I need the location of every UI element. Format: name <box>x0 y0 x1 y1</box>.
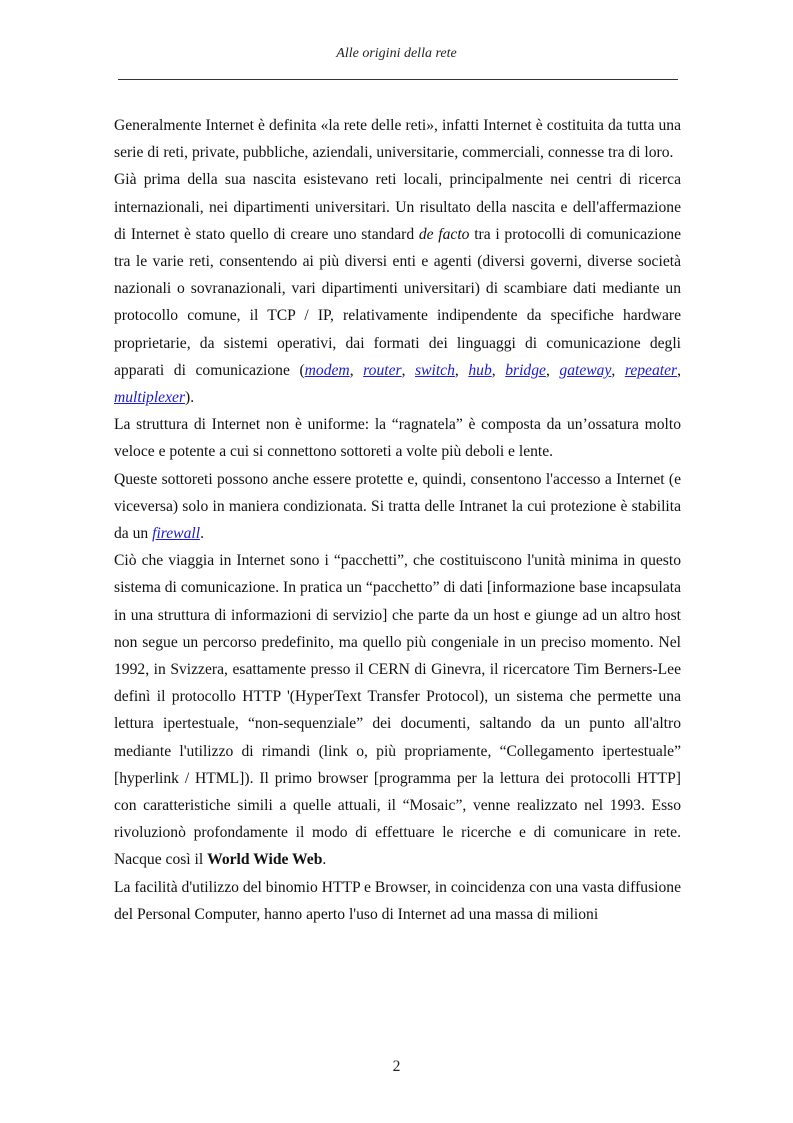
separator: , <box>454 361 469 379</box>
page-body <box>114 112 681 928</box>
separator: , <box>491 361 506 379</box>
paragraph-1: Generalmente Internet è definita «la rete delle reti», infatti Internet è costituita da tutta una serie di reti, private, pubbliche, aziendali, universitarie, commerciali, connesse tra di loro. <box>114 117 681 162</box>
separator: , <box>611 361 625 379</box>
paragraph-4-end: . <box>200 525 204 543</box>
paragraph-5-end: . <box>322 851 327 869</box>
paragraph-5 <box>114 547 681 873</box>
link-bridge[interactable]: bridge <box>505 361 546 379</box>
separator: , <box>349 361 364 379</box>
world-wide-web-bold: World Wide Web <box>207 851 323 869</box>
paragraph-2-end: ). <box>185 389 195 407</box>
running-header: Alle origini della rete <box>336 46 457 61</box>
paragraph-4-text: Queste sottoreti possono anche essere protette e, quindi, consentono l'accesso a Internet (e viceversa) solo in maniera condizionata. Si tratta delle Intranet la cui protezione è stabilita da un <box>114 470 681 543</box>
paragraph-3: La struttura di Internet non è uniforme: la “ragnatela” è composta da un’ossatura molto veloce e potente a cui si connettono sottoreti a volte più deboli e lente. <box>114 416 681 461</box>
paragraph-2-text-b: tra i protocolli di comunicazione tra le varie reti, consentendo ai più diversi enti e agenti (diversi governi, diverse società nazionali o sovranazionali, vari dipartimenti universitari) di scambiare dati mediante un protocollo comune, il TCP / IP, relativamente indipendente da specifiche hardware proprietarie, da sistemi operativi, dai formati dei linguaggi di comunicazione degli apparati di comunicazione ( <box>114 225 682 379</box>
de-facto-italic: de facto <box>418 225 470 243</box>
separator: , <box>677 361 681 379</box>
paragraph-2-text-a: Già prima della sua nascita esistevano reti locali, principalmente nei centri di ricerca internazionali, nei dipartimenti universitari. Un risultato della nascita e dell'affermazione di Internet è stato quello di creare uno standard <box>114 171 681 243</box>
separator: , <box>401 361 416 379</box>
link-firewall[interactable]: firewall <box>152 525 201 543</box>
link-multiplexer[interactable]: multiplexer <box>114 389 186 407</box>
page-number: 2 <box>392 1058 401 1075</box>
link-switch[interactable]: switch <box>415 361 455 379</box>
paragraph-6: La facilità d'utilizzo del binomio HTTP e Browser, in coincidenza con una vasta diffusione del Personal Computer, hanno aperto l'uso di Internet ad una massa di milioni <box>114 878 681 923</box>
link-router[interactable]: router <box>363 361 402 379</box>
link-modem[interactable]: modem <box>304 361 350 379</box>
header-rule <box>118 79 678 80</box>
link-repeater[interactable]: repeater <box>624 361 678 379</box>
paragraph-4 <box>114 466 681 548</box>
paragraph-2 <box>114 166 681 411</box>
paragraph-5-text: Ciò che viaggia in Internet sono i “pacchetti”, che costituiscono l'unità minima in questo sistema di comunicazione. In pratica un “pacchetto” di dati [informazione base incapsulata in una struttura di informazioni di servizio] che parte da un host e giunge ad un altro host non segue un percorso predefinito, ma quello più congeniale in un preciso momento. Nel 1992, in Svizzera, esattamente presso il CERN di Ginevra, il ricercatore Tim Berners-Lee definì il protocollo HTTP '(HyperText Transfer Protocol), un sistema che permette una lettura ipertestuale, “non-sequenziale” dei documenti, saltando da un punto all'altro mediante l'utilizzo di rimandi (link o, più propriamente, “Collegamento ipertestuale” [hyperlink / HTML]). Il primo browser [programma per la lettura dei protocolli HTTP] con caratteristiche simili a quelle attuali, il “Mosaic”, venne realizzato nel 1993. Esso rivoluzionò profondamente il modo di effettuare le ricerche e di comunicare in rete. Nacque così il <box>114 552 681 869</box>
link-hub[interactable]: hub <box>468 361 492 379</box>
link-gateway[interactable]: gateway <box>559 361 612 379</box>
separator: , <box>545 361 560 379</box>
